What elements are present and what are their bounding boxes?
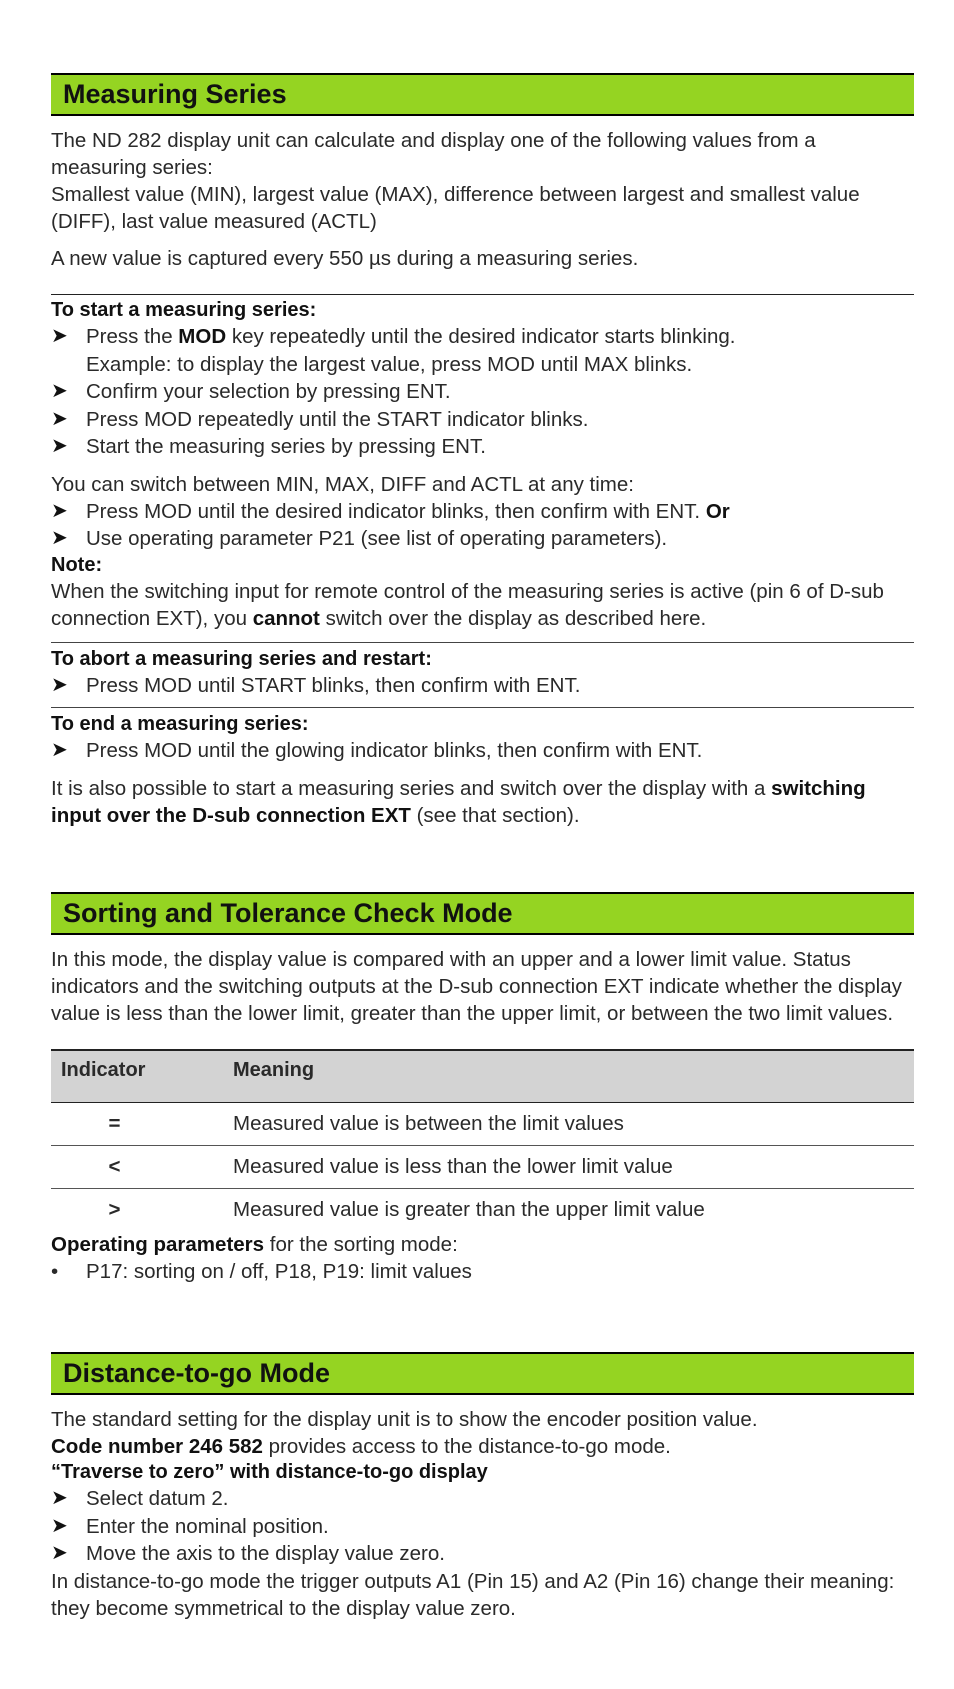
indicator-greater: >	[108, 1197, 121, 1221]
arrow-icon: ➤	[51, 380, 68, 402]
arrow-icon: ➤	[51, 673, 68, 696]
arrow-icon: ➤	[51, 739, 68, 761]
section-measuring-series	[51, 73, 914, 829]
switch-intro: You can switch between MIN, MAX, DIFF and ACTL at any time:	[51, 472, 634, 496]
abort-series-heading: To abort a measuring series and restart:	[51, 647, 432, 670]
arrow-icon: ➤	[51, 1487, 68, 1509]
end-series-heading: To end a measuring series:	[51, 713, 309, 735]
col-indicator: Indicator	[51, 1050, 232, 1102]
standard-setting-line: The standard setting for the display unit is to show the encoder position value.	[51, 1408, 758, 1431]
meaning-cell: Measured value is less than the lower limit value	[232, 1145, 914, 1188]
indicator-equal: =	[108, 1111, 121, 1135]
sorting-intro: In this mode, the display value is compared with an upper and a lower limit value. Status indicators and the switching outputs at the D-sub connection EXT indicate whether the display value is less than the lower limit, greater than the upper limit, or between the two limit values.	[51, 948, 902, 1025]
table-row	[51, 1145, 914, 1188]
indicator-table	[51, 1049, 914, 1231]
abort-step: ➤ Press MOD until START blinks, then confirm with ENT.	[51, 672, 914, 700]
intro-values-paragraph: Smallest value (MIN), largest value (MAX), difference between largest and smallest value (DIFF), last value measured (ACTL)	[51, 183, 860, 233]
arrow-icon: ➤	[51, 527, 68, 549]
end-step: ➤ Press MOD until the glowing indicator blinks, then confirm with ENT.	[51, 737, 914, 765]
section-title-sorting: Sorting and Tolerance Check Mode	[51, 892, 914, 935]
distance-to-go-outro: In distance-to-go mode the trigger outputs A1 (Pin 15) and A2 (Pin 16) change their meaning: they become symmetrical to the display value zero.	[51, 1569, 895, 1620]
switch-step-1: ➤ Press MOD until the desired indicator blinks, then confirm with ENT. Or	[51, 498, 914, 526]
bullet-icon: •	[51, 1260, 59, 1283]
arrow-icon: ➤	[51, 325, 68, 347]
arrow-icon: ➤	[51, 1514, 68, 1537]
operating-params-line: Operating parameters for the sorting mode:	[51, 1233, 458, 1256]
start-step-4: ➤ Start the measuring series by pressing ENT.	[51, 433, 914, 461]
traverse-step-2: ➤ Enter the nominal position.	[51, 1513, 914, 1541]
meaning-cell: Measured value is between the limit values	[232, 1102, 914, 1145]
arrow-icon: ➤	[51, 407, 68, 430]
indicator-less: <	[108, 1154, 121, 1178]
traverse-heading: “Traverse to zero” with distance-to-go display	[51, 1461, 488, 1483]
note-text: When the switching input for remote control of the measuring series is active (pin 6 of D-sub connection EXT), you cannot switch over the display as described here.	[51, 579, 884, 630]
arrow-icon: ➤	[51, 435, 68, 457]
traverse-step-3: ➤ Move the axis to the display value zero.	[51, 1540, 914, 1568]
code-number-line: Code number 246 582 provides access to the distance-to-go mode.	[51, 1435, 671, 1458]
start-step-1: ➤ Press the MOD key repeatedly until the desired indicator starts blinking. Example: to display the largest value, press MOD until MAX blinks.	[51, 323, 914, 378]
intro-paragraph: The ND 282 display unit can calculate and display one of the following values from a measuring series:	[51, 129, 816, 179]
section-distance-to-go	[51, 1352, 914, 1622]
meaning-cell: Measured value is greater than the upper limit value	[233, 1197, 705, 1221]
col-meaning: Meaning	[232, 1050, 914, 1102]
start-step-example: Example: to display the largest value, press MOD until MAX blinks.	[86, 352, 693, 376]
outro-paragraph: It is also possible to start a measuring series and switch over the display with a switching input over the D-sub connection EXT (see that section).	[51, 776, 866, 827]
start-step-2: ➤ Confirm your selection by pressing ENT.	[51, 378, 914, 406]
section-title-distance-to-go: Distance-to-go Mode	[51, 1352, 914, 1395]
traverse-step-1: ➤ Select datum 2.	[51, 1485, 914, 1513]
start-step-3: ➤ Press MOD repeatedly until the START indicator blinks.	[51, 406, 914, 434]
arrow-icon: ➤	[51, 499, 68, 522]
section-sorting-tolerance	[51, 892, 914, 1285]
table-row	[51, 1188, 914, 1231]
table-row	[51, 1102, 914, 1145]
section-title-measuring-series: Measuring Series	[51, 73, 914, 116]
table-header-row	[51, 1050, 914, 1102]
capture-rate-paragraph: A new value is captured every 550 µs during a measuring series.	[51, 247, 639, 270]
arrow-icon: ➤	[51, 1542, 68, 1564]
start-series-heading: To start a measuring series:	[51, 299, 317, 321]
operating-params-bullet: • P17: sorting on / off, P18, P19: limit values	[51, 1260, 472, 1283]
note-label: Note:	[51, 553, 103, 576]
switch-step-2: ➤ Use operating parameter P21 (see list of operating parameters).	[51, 525, 914, 553]
